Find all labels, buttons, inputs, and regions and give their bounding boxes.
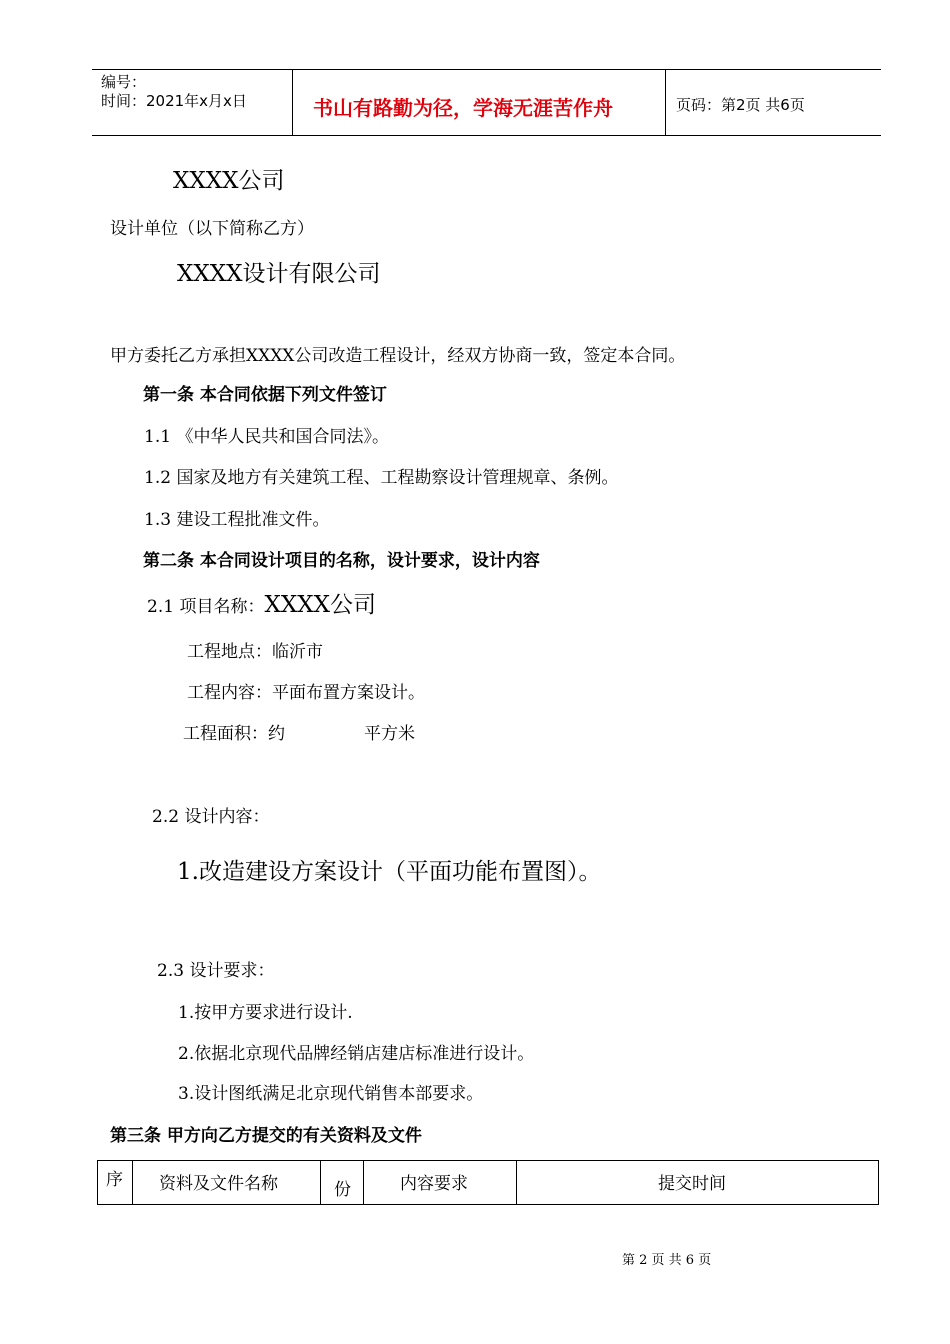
project-name-line <box>147 586 376 619</box>
requirement-item-2: 2.依据北京现代品牌经销店建店标准进行设计。 <box>178 1044 535 1064</box>
project-area-unit: 平方米 <box>364 724 415 744</box>
design-content-item: 1.改造建设方案设计（平面功能布置图）。 <box>177 859 602 885</box>
documents-table <box>97 1160 879 1205</box>
contract-intro: 甲方委托乙方承担XXXX公司改造工程设计，经双方协商一致，签定本合同。 <box>110 346 686 366</box>
table-col-divider <box>363 1161 364 1204</box>
header-page-label: 页码：第2页 共6页 <box>676 96 805 114</box>
article1-item-3: 1.3 建设工程批准文件。 <box>144 510 330 530</box>
project-area-label: 工程面积：约 <box>183 724 285 744</box>
article3-title: 第三条 甲方向乙方提交的有关资料及文件 <box>110 1126 422 1146</box>
page-footer: 第 2 页 共 6 页 <box>622 1253 712 1268</box>
header-divider-2 <box>665 69 666 136</box>
table-col-divider <box>516 1161 517 1204</box>
party-b-name: XXXX设计有限公司 <box>177 261 381 287</box>
header-number-label: 编号： <box>101 73 147 91</box>
table-header-name: 资料及文件名称 <box>159 1174 278 1194</box>
design-content-label: 2.2 设计内容： <box>152 807 270 827</box>
table-col-divider <box>320 1161 321 1204</box>
table-col-divider <box>132 1161 133 1204</box>
project-content: 工程内容：平面布置方案设计。 <box>187 683 425 703</box>
article1-item-2: 1.2 国家及地方有关建筑工程、工程勘察设计管理规章、条例。 <box>144 468 619 488</box>
requirements-label: 2.3 设计要求： <box>157 961 275 981</box>
table-header-requirements: 内容要求 <box>400 1174 468 1194</box>
article2-title: 第二条 本合同设计项目的名称，设计要求，设计内容 <box>143 551 540 571</box>
project-name-value: XXXX公司 <box>264 592 376 618</box>
requirement-item-3: 3.设计图纸满足北京现代销售本部要求。 <box>178 1084 484 1104</box>
header-time-label: 时间：2021年x月x日 <box>101 92 247 110</box>
party-b-label: 设计单位（以下简称乙方） <box>110 219 314 239</box>
table-header-seq: 序 <box>106 1170 123 1190</box>
header-divider-1 <box>292 69 293 136</box>
table-header-copies: 份 <box>334 1180 351 1200</box>
project-name-label: 2.1 项目名称： <box>147 597 265 617</box>
article1-title: 第一条 本合同依据下列文件签订 <box>143 385 387 405</box>
party-a-name: XXXX公司 <box>173 168 285 194</box>
article1-item-1: 1.1 《中华人民共和国合同法》。 <box>144 427 389 447</box>
requirement-item-1: 1.按甲方要求进行设计. <box>178 1003 353 1023</box>
project-location: 工程地点：临沂市 <box>187 642 323 662</box>
header-top-rule <box>92 69 881 70</box>
header-motto: 书山有路勤为径，学海无涯苦作舟 <box>313 96 613 120</box>
table-header-submit-time: 提交时间 <box>658 1174 726 1194</box>
header-bottom-rule <box>92 135 881 136</box>
